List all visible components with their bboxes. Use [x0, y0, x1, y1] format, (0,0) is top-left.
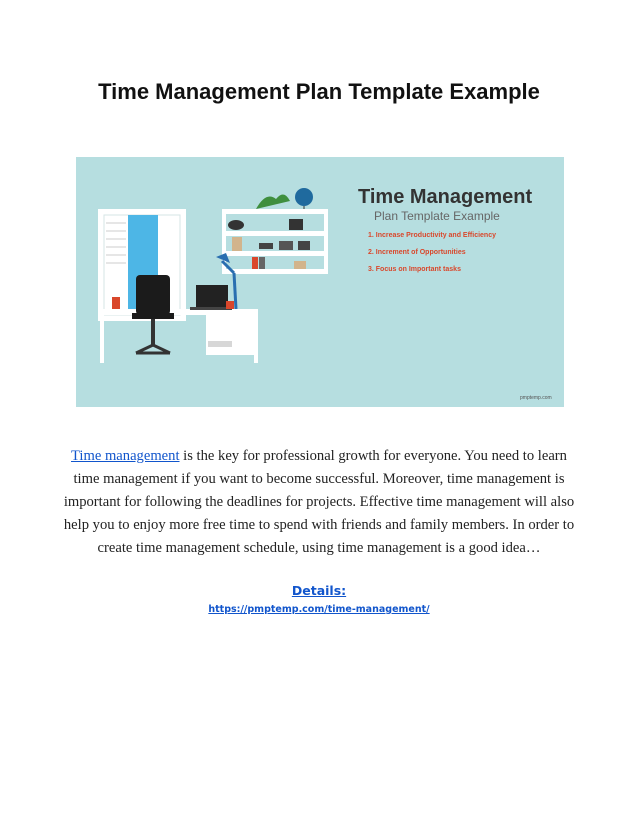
time-management-link[interactable]: Time management: [71, 448, 180, 464]
body-paragraph-text: is the key for professional growth for everyone. You need to learn time management if you want to become successful. Moreover, time management is important for following the deadlines for projects. Effective time management will also help you to enjoy more free time to spend with friends and family members. In order to create time management schedule, using time management is a good idea…: [63, 448, 575, 556]
banner-image: [76, 157, 564, 407]
details-label[interactable]: Details:: [291, 583, 347, 598]
body-paragraph: [60, 445, 578, 560]
banner-heading: Time Management: [358, 186, 533, 208]
banner-subheading: Plan Template Example: [374, 209, 500, 223]
details-url-link[interactable]: https://pmptemp.com/time-management/: [208, 604, 430, 615]
banner-point-1: 1. Increase Productivity and Efficiency: [368, 232, 496, 239]
banner-watermark: pmptemp.com: [520, 395, 552, 401]
banner-point-3: 3. Focus on Important tasks: [368, 266, 461, 273]
banner-point-2: 2. Increment of Opportunities: [368, 249, 466, 256]
page-title: Time Management Plan Template Example: [98, 79, 540, 104]
